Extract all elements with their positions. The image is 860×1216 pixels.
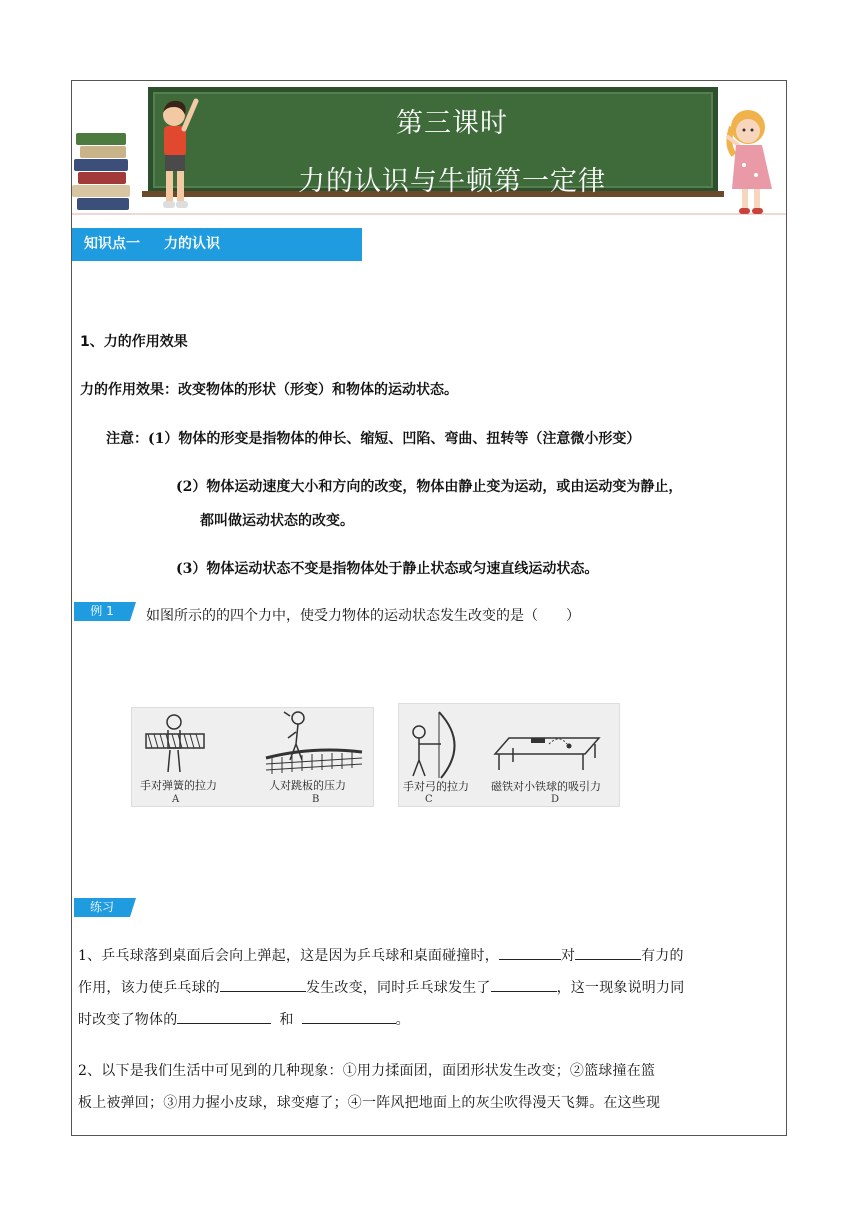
section-number: 知识点一 [84,236,140,252]
q1-text-i: 。 [395,1012,410,1028]
practice-question-1 [78,940,783,1036]
q1-blank-3 [220,975,306,992]
q1-text-e: 发生改变，同时乒乓球发生了 [306,980,491,996]
content-heading: 1、力的作用效果 [80,334,188,350]
figure-ab-drawing [132,708,375,808]
figure-b-caption: 人对跳板的压力 [269,779,346,792]
figure-b-letter: B [312,794,320,805]
practice-question-2 [78,1055,783,1119]
q1-text-a: 1、乒乓球落到桌面后会向上弹起，这是因为乒乓球和桌面碰撞时， [78,948,499,964]
note-1: 注意：(1）物体的形变是指物体的伸长、缩短、凹陷、弯曲、扭转等（注意微小形变） [106,431,641,447]
girl-illustration [718,105,787,217]
content-definition: 力的作用效果：改变物体的形状（形变）和物体的运动状态。 [80,382,458,398]
q1-text-b: 对 [560,948,576,964]
figure-a-caption: 手对弹簧的拉力 [140,779,217,792]
books-illustration [72,133,134,213]
q2-line-2: 板上被弹回；③用力握小皮球，球变瘪了；④一阵风把地面上的灰尘吹得漫天飞舞。在这些现 [78,1095,661,1111]
figure-group-ab [131,707,374,807]
lesson-number-title: 第三课时 [396,108,508,139]
example-tag: 例 1 [74,602,130,621]
section-name: 力的认识 [164,236,220,252]
floor-line [71,213,787,215]
figure-c-caption: 手对弓的拉力 [403,780,469,793]
section-header [72,228,362,261]
q1-text-d: 作用，该力使乒乓球的 [78,980,220,996]
note-2-line-2: 都叫做运动状态的改变。 [200,513,354,529]
note-3: (3）物体运动状态不变是指物体处于静止状态或匀速直线运动状态。 [176,561,599,577]
q1-blank-5 [177,1007,271,1024]
q1-text-h: 和 [279,1012,294,1028]
example-question: 如图所示的的四个力中，使受力物体的运动状态发生改变的是（ ） [146,608,580,624]
q1-text-g: 时改变了物体的 [78,1012,178,1028]
q1-blank-1 [499,943,561,960]
q2-line-1: 2、以下是我们生活中可见到的几种现象：①用力揉面团，面团形状发生改变；②篮球撞在篮 [78,1063,656,1079]
q1-blank-4 [491,975,557,992]
lesson-banner [72,81,787,231]
figure-c-letter: C [425,794,433,805]
note-2-line-1: (2）物体运动速度大小和方向的改变，物体由静止变为运动，或由运动变为静止， [176,479,683,495]
lesson-topic-title: 力的认识与牛顿第一定律 [298,166,606,197]
q1-text-f: ，这一现象说明力同 [556,980,685,996]
figure-d-letter: D [551,794,560,805]
practice-tag: 练习 [74,898,130,917]
figure-group-cd [398,703,620,807]
q1-blank-2 [575,943,641,960]
figure-d-caption: 磁铁对小铁球的吸引力 [491,780,601,793]
q1-text-c: 有力的 [641,948,684,964]
figure-a-letter: A [172,794,180,805]
boy-illustration [152,95,202,213]
q1-blank-6 [302,1007,396,1024]
page-frame [71,80,787,1136]
